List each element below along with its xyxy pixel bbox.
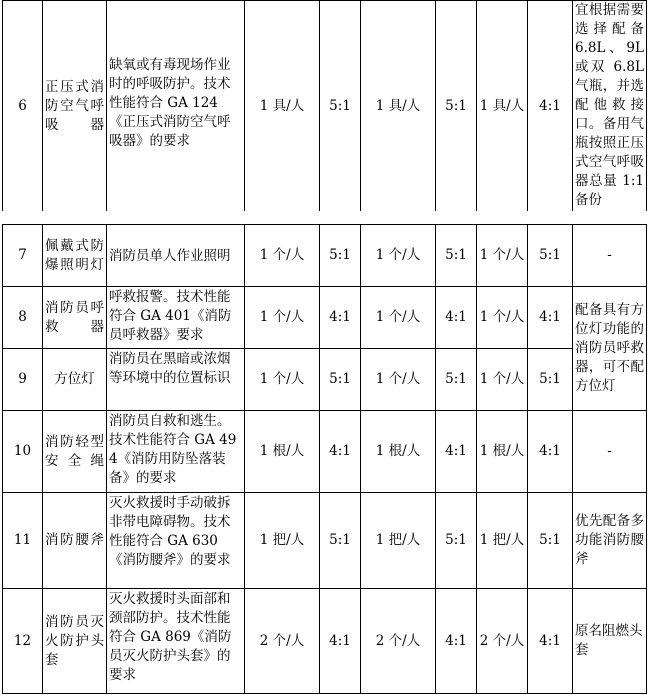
- ratio-2: 5:1: [436, 1, 477, 212]
- ratio-2: 4:1: [436, 287, 477, 349]
- quantity-1: 1 个/人: [245, 287, 320, 349]
- item-description: 灭火救援时手动破拆非带电障碍物。技术性能符合 GA 630《消防腰斧》的要求: [107, 493, 245, 589]
- table-row: [3, 493, 647, 589]
- item-description: 消防员自救和逃生。技术性能符合 GA 494《消防用防坠落装备》的要求: [107, 411, 245, 493]
- equipment-table-bottom: [2, 224, 647, 694]
- item-name: 消防员呼救器: [43, 287, 107, 349]
- item-name: 消防员灭火防护头套: [43, 589, 107, 694]
- item-name: 正压式消防空气呼吸器: [43, 1, 107, 212]
- quantity-1: 1 把/人: [245, 493, 320, 589]
- quantity-3: 1 把/人: [477, 493, 528, 589]
- quantity-1: 1 个/人: [245, 225, 320, 287]
- ratio-1: 4:1: [320, 589, 361, 694]
- quantity-2: 2 个/人: [361, 589, 436, 694]
- ratio-3: 4:1: [528, 589, 573, 694]
- quantity-1: 2 个/人: [245, 589, 320, 694]
- ratio-1: 4:1: [320, 287, 361, 349]
- table-row: [3, 225, 647, 287]
- ratio-1: 5:1: [320, 493, 361, 589]
- ratio-2: 4:1: [436, 411, 477, 493]
- item-description: 灭火救援时头面部和颈部防护。技术性能符合 GA 869《消防员灭火防护头套》的要求: [107, 589, 245, 694]
- quantity-1: 1 根/人: [245, 411, 320, 493]
- quantity-2: 1 根/人: [361, 411, 436, 493]
- quantity-3: 1 个/人: [477, 287, 528, 349]
- item-description: 消防员在黑暗或浓烟等环境中的位置标识: [107, 349, 245, 411]
- table-row: [3, 411, 647, 493]
- quantity-2: 1 个/人: [361, 287, 436, 349]
- ratio-3: 4:1: [528, 287, 573, 349]
- equipment-table-top: [2, 0, 647, 212]
- ratio-3: 5:1: [528, 349, 573, 411]
- quantity-2: 1 把/人: [361, 493, 436, 589]
- remark: 配备具有方位灯功能的消防员呼救器，可不配方位灯: [573, 287, 647, 411]
- row-number: 12: [3, 589, 43, 694]
- item-description: 呼救报警。技术性能符合 GA 401《消防员呼救器》要求: [107, 287, 245, 349]
- quantity-2: 1 个/人: [361, 225, 436, 287]
- page-gap: [0, 211, 648, 224]
- table-row: [3, 287, 647, 349]
- item-name: 佩戴式防爆照明灯: [43, 225, 107, 287]
- quantity-3: 1 个/人: [477, 225, 528, 287]
- quantity-3: 1 具/人: [477, 1, 528, 212]
- remark: -: [573, 225, 647, 287]
- item-name: 消防轻型安全绳: [43, 411, 107, 493]
- quantity-3: 2 个/人: [477, 589, 528, 694]
- item-name: 方位灯: [43, 349, 107, 411]
- ratio-2: 5:1: [436, 349, 477, 411]
- remark: 宜根据需要选择配备 6.8L、9L 或双 6.8L 气瓶，并选配他救接口。备用气瓶按照正压式空气呼吸器总量 1:1 备份: [573, 1, 647, 212]
- ratio-3: 5:1: [528, 225, 573, 287]
- ratio-3: 5:1: [528, 493, 573, 589]
- table-row: [3, 349, 647, 411]
- ratio-1: 5:1: [320, 349, 361, 411]
- ratio-2: 5:1: [436, 225, 477, 287]
- item-name: 消防腰斧: [43, 493, 107, 589]
- remark: 原名阻燃头套: [573, 589, 647, 694]
- ratio-3: 4:1: [528, 411, 573, 493]
- quantity-2: 1 个/人: [361, 349, 436, 411]
- row-number: 10: [3, 411, 43, 493]
- ratio-1: 4:1: [320, 411, 361, 493]
- row-number: 8: [3, 287, 43, 349]
- quantity-3: 1 个/人: [477, 349, 528, 411]
- item-description: 缺氧或有毒现场作业时的呼吸防护。技术性能符合 GA 124《正压式消防空气呼吸器》的要求: [107, 1, 245, 212]
- table-row: [3, 589, 647, 694]
- ratio-1: 5:1: [320, 1, 361, 212]
- quantity-3: 1 根/人: [477, 411, 528, 493]
- remark: -: [573, 411, 647, 493]
- table-row: [3, 1, 647, 212]
- remark: 优先配备多功能消防腰斧: [573, 493, 647, 589]
- ratio-3: 4:1: [528, 1, 573, 212]
- row-number: 6: [3, 1, 43, 212]
- quantity-2: 1 具/人: [361, 1, 436, 212]
- quantity-1: 1 个/人: [245, 349, 320, 411]
- ratio-1: 5:1: [320, 225, 361, 287]
- quantity-1: 1 具/人: [245, 1, 320, 212]
- row-number: 9: [3, 349, 43, 411]
- row-number: 7: [3, 225, 43, 287]
- ratio-2: 5:1: [436, 493, 477, 589]
- item-description: 消防员单人作业照明: [107, 225, 245, 287]
- row-number: 11: [3, 493, 43, 589]
- ratio-2: 4:1: [436, 589, 477, 694]
